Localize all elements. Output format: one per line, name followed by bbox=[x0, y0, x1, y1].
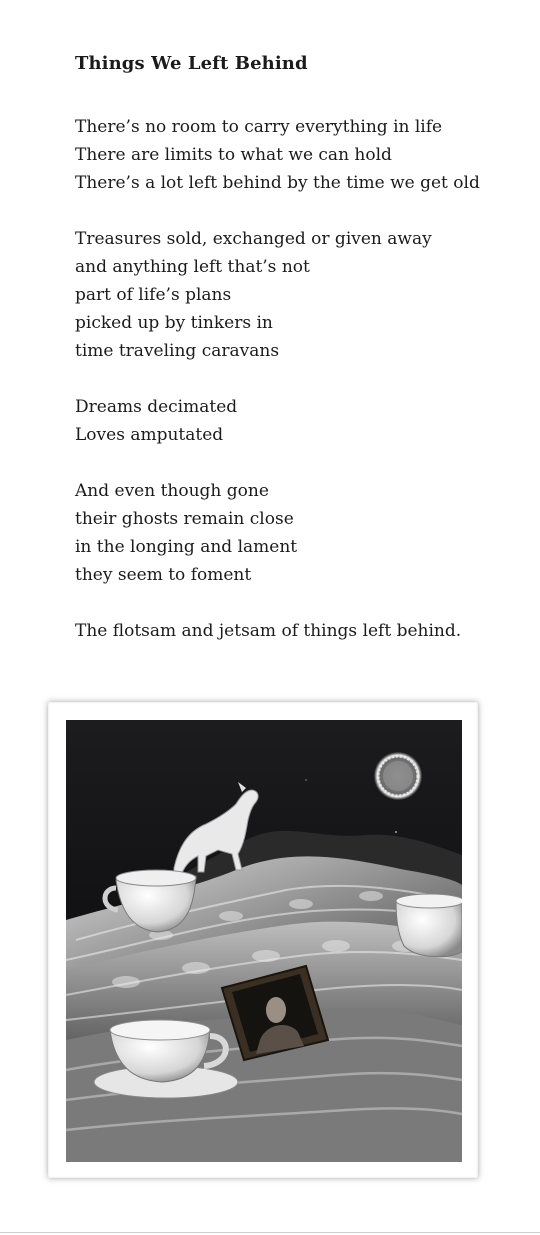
poem-line: time traveling caravans bbox=[75, 341, 280, 361]
divider bbox=[0, 1232, 540, 1233]
poem-line: Loves amputated bbox=[75, 425, 224, 445]
artwork-frame bbox=[36, 694, 492, 1186]
poem-line: And even though gone bbox=[75, 481, 269, 501]
poem-line: Treasures sold, exchanged or given away bbox=[75, 229, 432, 249]
poem-title: Things We Left Behind bbox=[75, 53, 308, 74]
poem-line: The flotsam and jetsam of things left behind. bbox=[75, 621, 462, 641]
stanza-2 bbox=[75, 225, 515, 365]
poem-line: There are limits to what we can hold bbox=[75, 145, 392, 165]
stanza-1 bbox=[75, 113, 515, 197]
moon-icon bbox=[374, 752, 422, 800]
poem-line: picked up by tinkers in bbox=[75, 313, 273, 333]
stanza-4 bbox=[75, 477, 515, 589]
stanza-5 bbox=[75, 617, 515, 645]
poem-line: they seem to foment bbox=[75, 565, 252, 585]
poem bbox=[75, 50, 515, 673]
poem-line: Dreams decimated bbox=[75, 397, 238, 417]
poem-line: in the longing and lament bbox=[75, 537, 298, 557]
poem-line: and anything left that’s not bbox=[75, 257, 310, 277]
poem-line: their ghosts remain close bbox=[75, 509, 294, 529]
teacup-icon bbox=[396, 894, 462, 957]
artwork-svg bbox=[66, 720, 462, 1162]
poem-line: There’s a lot left behind by the time we get old bbox=[75, 173, 480, 193]
stanza-3 bbox=[75, 393, 515, 449]
poem-line: There’s no room to carry everything in life bbox=[75, 117, 443, 137]
artwork-image bbox=[66, 720, 462, 1162]
poem-line: part of life’s plans bbox=[75, 285, 232, 305]
